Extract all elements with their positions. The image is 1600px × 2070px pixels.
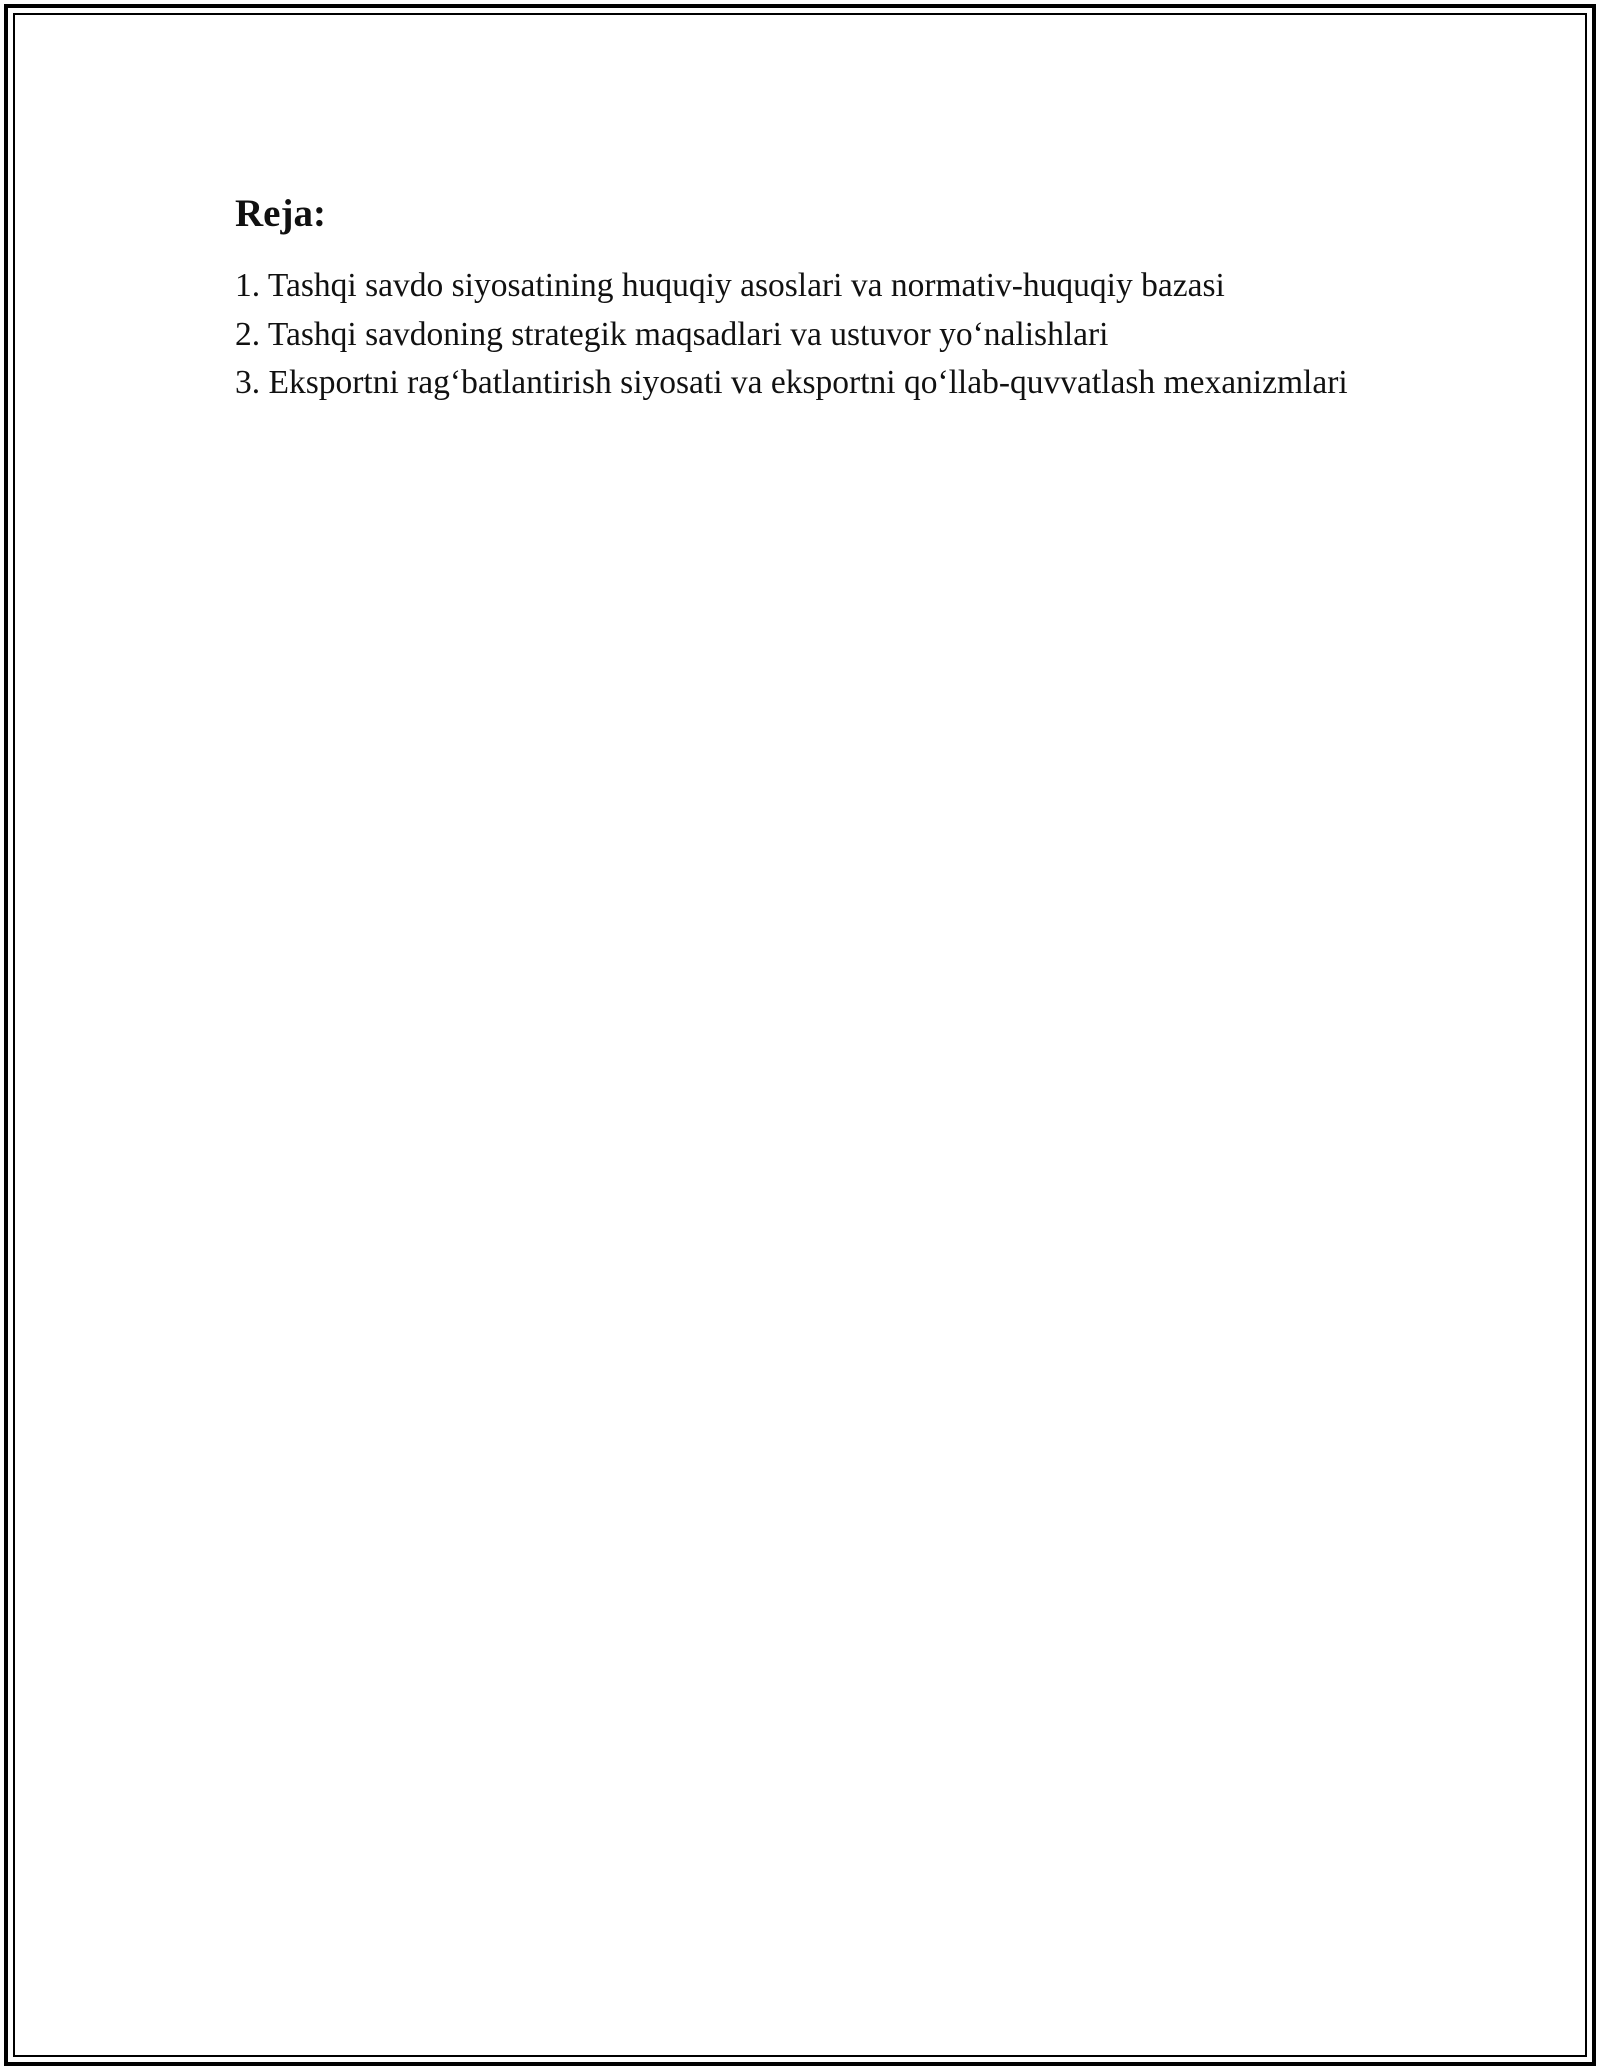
plan-item-3: 3. Eksportni rag‘batlantirish siyosati va eksportni qo‘llab-quvvatlash mexanizmlari — [235, 364, 1348, 401]
document-title: Reja: — [235, 192, 326, 235]
document-body — [235, 186, 1375, 408]
plan-item-1: 1. Tashqi savdo siyosatining huquqiy asoslari va normativ-huquqiy bazasi — [235, 267, 1225, 304]
plan-list — [235, 262, 1375, 408]
plan-item-2: 2. Tashqi savdoning strategik maqsadlari va ustuvor yo‘nalishlari — [235, 315, 1109, 353]
